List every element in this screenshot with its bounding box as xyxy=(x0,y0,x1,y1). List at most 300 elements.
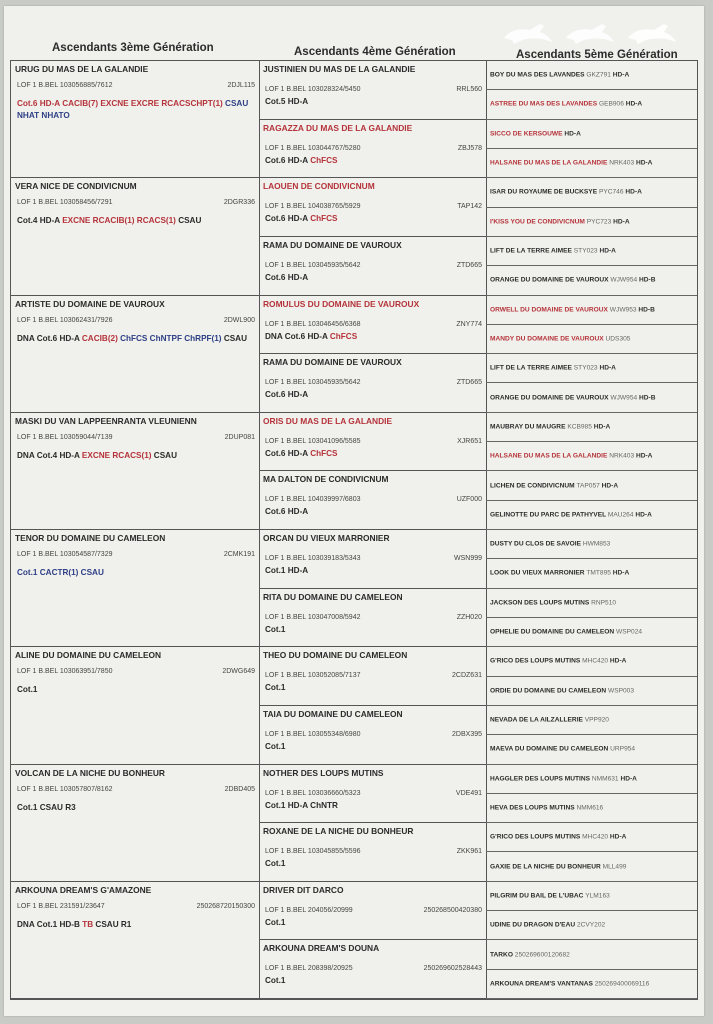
gen5-ancestor xyxy=(486,325,697,354)
gen5-ancestor xyxy=(486,589,697,618)
hip-score: HD-A xyxy=(625,100,643,108)
titles-text xyxy=(265,272,480,284)
ancestor-name: HEVA DES LOUPS MUTINS xyxy=(490,804,577,812)
hip-score: HD-A xyxy=(593,423,611,431)
ancestor-line xyxy=(490,863,626,870)
hip-score: HD-A xyxy=(635,159,653,167)
gen5-ancestor xyxy=(486,882,697,911)
lof-number: LOF 1 B.BEL 103045935/5642 xyxy=(265,379,361,387)
title-segment: CSAU xyxy=(153,450,177,460)
titles-text xyxy=(265,800,480,812)
lof-number: LOF 1 B.BEL 104039997/6803 xyxy=(265,496,361,504)
lof-number: LOF 1 B.BEL 103045935/5642 xyxy=(265,261,361,269)
hip-score: HD-A xyxy=(635,511,652,519)
gen3-ancestor xyxy=(11,413,259,530)
ancestor-line xyxy=(490,218,630,225)
ancestor-line xyxy=(490,541,610,548)
ancestor-name: MAUBRAY DU MAUGRE xyxy=(490,423,568,431)
id-code: 2DBD405 xyxy=(224,785,255,793)
gen5-ancestor xyxy=(486,178,697,207)
titles-text xyxy=(265,448,480,460)
title-segment: EXCNE RCACS(1) xyxy=(81,450,154,460)
registration-code: TAP057 xyxy=(576,482,602,490)
id-code: 2CMK191 xyxy=(223,551,255,558)
ancestor-name: NOTHER DES LOUPS MUTINS xyxy=(263,767,384,778)
id-code: ZBJ578 xyxy=(457,144,482,152)
ancestor-name: DRIVER DIT DARCO xyxy=(263,884,344,895)
gen5-ancestor xyxy=(486,911,697,940)
titles-text xyxy=(17,98,253,122)
ancestor-line xyxy=(490,511,652,518)
titles-text xyxy=(265,858,480,870)
gen4-ancestor xyxy=(259,765,486,824)
hip-score: HD-A xyxy=(612,71,630,79)
ancestor-name: TAIA DU DOMAINE DU CAMELEON xyxy=(263,708,403,719)
titles-text xyxy=(265,331,480,343)
ancestor-line xyxy=(490,775,637,782)
hip-score: HD-A xyxy=(599,364,616,372)
ancestor-line xyxy=(490,570,629,577)
id-code: TAP142 xyxy=(457,203,482,211)
ancestor-line xyxy=(490,453,652,460)
ancestor-name: RAMA DU DOMAINE DE VAUROUX xyxy=(263,357,402,368)
id-code: ZKK961 xyxy=(456,848,482,856)
title-segment: Cot.6 HD-A xyxy=(265,507,309,517)
ancestor-name: ORDIE DU DOMAINE DU CAMELEON xyxy=(490,687,608,695)
ancestor-line xyxy=(490,892,610,899)
gen3-ancestor xyxy=(11,765,259,882)
gen5-ancestor xyxy=(486,530,697,559)
ancestor-line xyxy=(490,599,616,606)
gen3-ancestor xyxy=(11,296,259,413)
ancestor-line xyxy=(490,306,655,313)
ancestor-line xyxy=(490,335,630,342)
gen4-ancestor xyxy=(259,882,486,941)
ancestor-line xyxy=(490,804,603,811)
title-segment: Cot.6 HD-A xyxy=(265,390,309,400)
gen4-ancestor xyxy=(259,706,486,765)
ancestor-line xyxy=(490,687,634,694)
ancestor-name: UDINE DU DRAGON D'EAU xyxy=(490,921,577,929)
ancestor-line xyxy=(490,277,655,284)
id-code: ZTD665 xyxy=(456,261,482,269)
gen4-ancestor xyxy=(259,120,486,179)
registration-code: URP954 xyxy=(610,745,636,753)
gen5-ancestor xyxy=(486,647,697,676)
title-segment: Cot.1 xyxy=(265,683,286,693)
titles-text xyxy=(265,155,480,167)
titles-text xyxy=(17,450,253,462)
hip-score: HD-B xyxy=(638,306,655,314)
id-code: XJR651 xyxy=(457,437,482,445)
titles-text xyxy=(17,215,253,227)
ancestor-name: ARKOUNA DREAM'S DOUNA xyxy=(263,943,380,954)
ancestor-name: ORWELL DU DOMAINE DE VAUROUX xyxy=(490,306,610,314)
ancestor-name: ALINE DU DOMAINE DU CAMELEON xyxy=(15,650,162,661)
hip-score: HD-B xyxy=(638,276,656,284)
hip-score: HD-A xyxy=(564,130,581,138)
gen3-ancestor xyxy=(11,530,259,647)
id-code: 2CDZ631 xyxy=(452,672,482,680)
hip-score: HD-A xyxy=(635,452,653,460)
hip-score: HD-A xyxy=(625,188,642,196)
lof-number: LOF 1 B.BEL 103058456/7291 xyxy=(17,199,113,207)
ancestor-line xyxy=(490,365,616,372)
id-code: 250268720150300 xyxy=(196,902,255,910)
gen4-ancestor xyxy=(259,237,486,296)
registration-code: MHC420 xyxy=(582,833,610,841)
ancestor-name: THEO DU DOMAINE DU CAMELEON xyxy=(263,650,408,661)
title-segment: Cot.6 HD-A xyxy=(17,99,63,108)
titles-text xyxy=(17,567,253,579)
titles-text xyxy=(265,213,480,225)
ancestor-name: GAXIE DE LA NICHE DU BONHEUR xyxy=(490,863,603,871)
ancestor-name: JUSTINIEN DU MAS DE LA GALANDIE xyxy=(263,64,416,74)
gen5-ancestor xyxy=(486,61,697,90)
registration-code: VPP920 xyxy=(584,716,609,724)
title-segment: Cot.6 HD-A xyxy=(265,448,311,458)
lof-number: LOF 1 B.BEL 208398/20925 xyxy=(265,965,353,973)
titles-text xyxy=(17,684,253,696)
title-segment: Cot.1 xyxy=(265,741,286,751)
lof-number: LOF 1 B.BEL 103057807/8162 xyxy=(17,785,113,793)
ancestor-name: VERA NICE DE CONDIVICNUM xyxy=(15,181,137,192)
registration-code: WSP024 xyxy=(616,628,643,636)
ancestor-line xyxy=(490,980,649,987)
registration-code: MHC420 xyxy=(582,657,610,665)
hip-score: HD-A xyxy=(609,657,627,665)
ancestor-line xyxy=(490,160,652,167)
gen4-ancestor xyxy=(259,413,486,472)
lof-number: LOF 1 B.BEL 231591/23647 xyxy=(17,902,105,910)
title-segment: Cot.1 xyxy=(265,624,286,634)
registration-code: GEB906 xyxy=(598,100,626,108)
gen5-ancestor xyxy=(486,149,697,178)
titles-text xyxy=(265,741,480,753)
title-segment: CACIB(7) EXCNE EXCRE RCACSCHPT(1) xyxy=(62,99,226,108)
gen5-ancestor xyxy=(486,823,697,852)
ancestor-name: HALSANE DU MAS DE LA GALANDIE xyxy=(490,452,610,460)
ancestor-name: OPHELIE DU DOMAINE DU CAMELEON xyxy=(490,628,617,636)
title-segment: Cot.6 HD-A xyxy=(265,155,311,165)
gen3-column xyxy=(11,61,260,999)
ancestor-name: SICCO DE KERSOUWE xyxy=(490,130,565,138)
ancestor-name: ROMULUS DU DOMAINE DE VAUROUX xyxy=(263,298,420,309)
registration-code: NRK403 xyxy=(609,452,636,460)
ancestor-name: GELINOTTE DU PARC DE PATHYVEL xyxy=(490,511,608,519)
id-code: 250269602528443 xyxy=(423,965,482,973)
gen5-ancestor xyxy=(486,266,697,295)
gen5-ancestor xyxy=(486,559,697,588)
id-code: 250268500420380 xyxy=(423,906,482,914)
ancestor-name: ARKOUNA DREAM'S G'AMAZONE xyxy=(15,884,152,895)
registration-code: 250269600120682 xyxy=(514,951,570,959)
title-segment: ChFCS xyxy=(310,448,338,458)
titles-text xyxy=(265,506,480,518)
id-code: 2DWG649 xyxy=(222,668,255,676)
titles-text xyxy=(265,96,480,108)
ancestor-name: PILGRIM DU BAIL DE L'UBAC xyxy=(490,892,586,900)
title-segment: Cot.6 HD-A xyxy=(265,272,309,282)
gen5-ancestor xyxy=(486,940,697,969)
gen4-ancestor xyxy=(259,354,486,413)
ancestor-name: RITA DU DOMAINE DU CAMELEON xyxy=(263,591,403,602)
registration-code: STY023 xyxy=(573,247,600,255)
ancestor-line xyxy=(490,248,616,255)
registration-code: NMM631 xyxy=(591,775,621,783)
pedigree-table xyxy=(10,60,698,1000)
title-segment: CSAU xyxy=(178,216,202,226)
lof-number: LOF 1 B.BEL 204056/20999 xyxy=(265,906,353,914)
ancestor-line xyxy=(490,922,605,929)
title-segment: Cot.1 CACTR(1) CSAU xyxy=(17,568,104,577)
lof-number: LOF 1 B.BEL 103039183/5343 xyxy=(265,555,361,562)
title-segment: DNA Cot.1 HD-B xyxy=(17,919,83,929)
id-code: RRL560 xyxy=(456,86,482,93)
ancestor-name: ROXANE DE LA NICHE DU BONHEUR xyxy=(263,826,414,837)
lof-number: LOF 1 B.BEL 103046456/6368 xyxy=(265,320,361,328)
gen5-ancestor xyxy=(486,765,697,794)
ancestor-name: NEVADA DE LA AILZALLERIE xyxy=(490,716,585,724)
gen5-ancestor xyxy=(486,852,697,881)
gen5-ancestor xyxy=(486,706,697,735)
hip-score: HD-A xyxy=(601,482,619,490)
title-segment: Cot.6 HD-A xyxy=(265,214,311,224)
gen5-ancestor xyxy=(486,296,697,325)
gen3-ancestor xyxy=(11,882,259,999)
gen5-ancestor xyxy=(486,208,697,237)
ancestor-name: LIFT DE LA TERRE AIMEE xyxy=(490,247,574,255)
title-segment: Cot.1 xyxy=(265,917,286,927)
ancestor-line xyxy=(490,482,618,489)
ancestor-name: LAOUEN DE CONDIVICNUM xyxy=(263,181,375,192)
title-segment: DNA Cot.6 HD-A xyxy=(17,333,82,343)
ancestor-line xyxy=(490,394,655,401)
ancestor-name: ORANGE DU DOMAINE DE VAUROUX xyxy=(490,394,611,402)
lof-number: LOF 1 B.BEL 103054587/7329 xyxy=(17,551,113,558)
titles-text xyxy=(265,975,480,987)
title-segment: TB xyxy=(82,919,96,929)
lof-number: LOF 1 B.BEL 103055348/6980 xyxy=(265,730,361,738)
hip-score: HD-A xyxy=(609,833,627,841)
id-code: 2DWL900 xyxy=(223,316,255,324)
gen5-ancestor xyxy=(486,90,697,119)
title-segment: ChFCS xyxy=(329,331,358,341)
ancestor-name: MA DALTON DE CONDIVICNUM xyxy=(263,474,389,485)
ancestor-name: MAEVA DU DOMAINE DU CAMELEON xyxy=(490,745,611,753)
ancestor-name: ARKOUNA DREAM'S VANTANAS xyxy=(490,980,595,988)
title-segment: ChFCS xyxy=(310,214,338,224)
registration-code: PYC746 xyxy=(598,188,626,196)
lof-number: LOF 1 B.BEL 103028324/5450 xyxy=(265,86,361,93)
registration-code: HWM853 xyxy=(582,540,611,548)
lof-number: LOF 1 B.BEL 103059044/7139 xyxy=(17,433,113,441)
ancestor-name: I'KISS YOU DE CONDIVICNUM xyxy=(490,218,587,226)
ancestor-line xyxy=(490,101,642,108)
header-gen5: Ascendants 5ème Génération xyxy=(516,49,678,61)
lof-number: LOF 1 B.BEL 103063951/7850 xyxy=(17,668,113,676)
titles-text xyxy=(265,565,480,577)
title-segment: DNA Cot.6 HD-A xyxy=(265,331,330,341)
titles-text xyxy=(17,919,253,931)
gen5-ancestor xyxy=(486,471,697,500)
pedigree-sheet xyxy=(4,6,704,1016)
registration-code: TMT895 xyxy=(586,569,613,577)
id-code: ZTD665 xyxy=(456,379,482,387)
gen5-ancestor xyxy=(486,442,697,471)
ancestor-name: DUSTY DU CLOS DE SAVOIE xyxy=(490,540,583,548)
id-code: UZF000 xyxy=(456,496,482,504)
gen5-ancestor xyxy=(486,794,697,823)
ancestor-name: MANDY DU DOMAINE DE VAUROUX xyxy=(490,335,606,343)
gen5-ancestor xyxy=(486,618,697,647)
ancestor-name: ORANGE DU DOMAINE DE VAUROUX xyxy=(490,276,611,284)
title-segment: CSAU NHAT NHATO xyxy=(17,99,249,120)
title-segment: CSAU xyxy=(223,333,248,343)
gen5-ancestor xyxy=(486,120,697,149)
registration-code: PYC723 xyxy=(586,218,614,226)
lof-number: LOF 1 B.BEL 103052085/7137 xyxy=(265,672,361,680)
registration-code: NRK403 xyxy=(609,159,636,167)
titles-text xyxy=(265,682,480,694)
ancestor-line xyxy=(490,130,581,137)
ancestor-name: TENOR DU DOMAINE DU CAMELEON xyxy=(15,533,166,543)
registration-code: YLM163 xyxy=(585,892,610,900)
lof-number: LOF 1 B.BEL 104038765/5929 xyxy=(265,203,361,211)
lof-number: LOF 1 B.BEL 103062431/7926 xyxy=(17,316,113,324)
registration-code: GKZ791 xyxy=(586,71,613,79)
registration-code: WJW954 xyxy=(610,276,639,284)
titles-text xyxy=(265,389,480,401)
registration-code: MLL499 xyxy=(602,863,627,871)
title-segment: EXCNE RCACIB(1) RCACS(1) xyxy=(62,216,179,226)
registration-code: KCB985 xyxy=(567,423,594,431)
registration-code: WJW953 xyxy=(609,306,639,314)
ancestor-name: LIFT DE LA TERRE AIMEE xyxy=(490,364,574,372)
title-segment: Cot.5 HD-A xyxy=(265,97,309,106)
gen5-ancestor xyxy=(486,383,697,412)
ancestor-line xyxy=(490,658,626,665)
hip-score: HD-A xyxy=(613,218,630,226)
title-segment: CSAU R1 xyxy=(95,919,132,929)
titles-text xyxy=(265,624,480,636)
registration-code: NMM616 xyxy=(576,804,604,812)
gen4-ancestor xyxy=(259,647,486,706)
hip-score: HD-B xyxy=(638,394,656,402)
title-segment: ChFCS xyxy=(310,155,338,165)
ancestor-name: ARTISTE DU DOMAINE DE VAUROUX xyxy=(15,298,165,309)
ancestor-name: BOY DU MAS DES LAVANDES xyxy=(490,71,587,79)
gen4-ancestor xyxy=(259,940,486,999)
registration-code: MAU264 xyxy=(607,511,636,519)
lof-number: LOF 1 B.BEL 103044767/5280 xyxy=(265,144,361,152)
ancestor-line xyxy=(490,746,635,753)
hip-score: HD-A xyxy=(620,775,637,783)
gen4-column xyxy=(259,61,487,999)
gen4-ancestor xyxy=(259,530,486,589)
registration-code: WSP003 xyxy=(607,687,634,695)
ancestor-name: G'RICO DES LOUPS MUTINS xyxy=(490,657,583,665)
titles-text xyxy=(265,917,480,929)
ancestor-name: VOLCAN DE LA NICHE DU BONHEUR xyxy=(15,767,165,778)
lof-number: LOF 1 B.BEL 103056885/7612 xyxy=(17,82,113,89)
ancestor-name: ASTREE DU MAS DES LAVANDES xyxy=(490,100,599,108)
titles-text xyxy=(17,333,253,345)
ancestor-name: JACKSON DES LOUPS MUTINS xyxy=(490,599,592,607)
id-code: WSN999 xyxy=(453,555,482,562)
gen4-ancestor xyxy=(259,589,486,648)
ancestor-line xyxy=(490,423,610,430)
gen5-ancestor xyxy=(486,237,697,266)
registration-code: RNP510 xyxy=(591,599,617,607)
gen3-ancestor xyxy=(11,178,259,295)
title-segment: Cot.4 HD-A xyxy=(17,216,63,226)
ancestor-name: HAGGLER DES LOUPS MUTINS xyxy=(490,775,592,783)
id-code: VDE491 xyxy=(455,789,482,797)
title-segment: CACIB(2) xyxy=(81,333,121,343)
gen4-ancestor xyxy=(259,61,486,120)
title-segment: ChFCS ChNTPF ChRPF(1) xyxy=(120,333,224,343)
gen5-column xyxy=(486,61,697,999)
hip-score: HD-A xyxy=(599,247,616,255)
id-code: 2DJL115 xyxy=(227,82,255,89)
ancestor-name: ORIS DU MAS DE LA GALANDIE xyxy=(263,415,393,426)
titles-text xyxy=(17,802,253,814)
title-segment: DNA Cot.4 HD-A xyxy=(17,450,82,460)
title-segment: Cot.1 xyxy=(17,685,38,695)
gen4-ancestor xyxy=(259,178,486,237)
ancestor-name: URUG DU MAS DE LA GALANDIE xyxy=(15,64,149,74)
registration-code: UDS305 xyxy=(605,335,631,343)
title-segment: Cot.1 HD-A xyxy=(265,566,309,575)
ancestor-name: ISAR DU ROYAUME DE BUCKSYE xyxy=(490,188,599,196)
gen5-ancestor xyxy=(486,970,697,999)
id-code: 2DGR336 xyxy=(223,199,255,207)
ancestor-line xyxy=(490,717,609,724)
lof-number: LOF 1 B.BEL 103041096/5585 xyxy=(265,437,361,445)
ancestor-name: HALSANE DU MAS DE LA GALANDIE xyxy=(490,159,610,167)
title-segment: Cot.1 CSAU R3 xyxy=(17,802,76,812)
gen5-ancestor xyxy=(486,413,697,442)
ancestor-name: RAMA DU DOMAINE DE VAUROUX xyxy=(263,239,402,250)
ancestor-name: LOOK DU VIEUX MARRONIER xyxy=(490,569,587,577)
lof-number: LOF 1 B.BEL 103036660/5323 xyxy=(265,789,361,797)
id-code: 2DBX395 xyxy=(452,730,482,738)
ancestor-line xyxy=(490,629,642,636)
lof-number: LOF 1 B.BEL 103047008/5942 xyxy=(265,613,361,621)
ancestor-name: LICHEN DE CONDIVICNUM xyxy=(490,482,577,490)
title-segment: Cot.1 xyxy=(265,976,286,986)
gen3-ancestor xyxy=(11,61,259,178)
gen5-ancestor xyxy=(486,735,697,764)
gen5-ancestor xyxy=(486,501,697,530)
title-segment: Cot.1 xyxy=(265,859,286,869)
ancestor-line xyxy=(490,72,629,79)
ancestor-name: RAGAZZA DU MAS DE LA GALANDIE xyxy=(263,122,413,133)
registration-code: 2CVY202 xyxy=(576,921,606,929)
ancestor-line xyxy=(490,189,642,196)
registration-code: STY023 xyxy=(573,364,600,372)
gen4-ancestor xyxy=(259,823,486,882)
ancestor-line xyxy=(490,834,626,841)
hip-score: HD-A xyxy=(612,569,630,577)
ancestor-name: TARKO xyxy=(490,951,515,959)
gen4-ancestor xyxy=(259,471,486,530)
registration-code: 250269400069116 xyxy=(594,980,650,988)
ancestor-name: ORCAN DU VIEUX MARRONIER xyxy=(263,533,390,543)
gen5-ancestor xyxy=(486,677,697,706)
gen3-ancestor xyxy=(11,647,259,764)
